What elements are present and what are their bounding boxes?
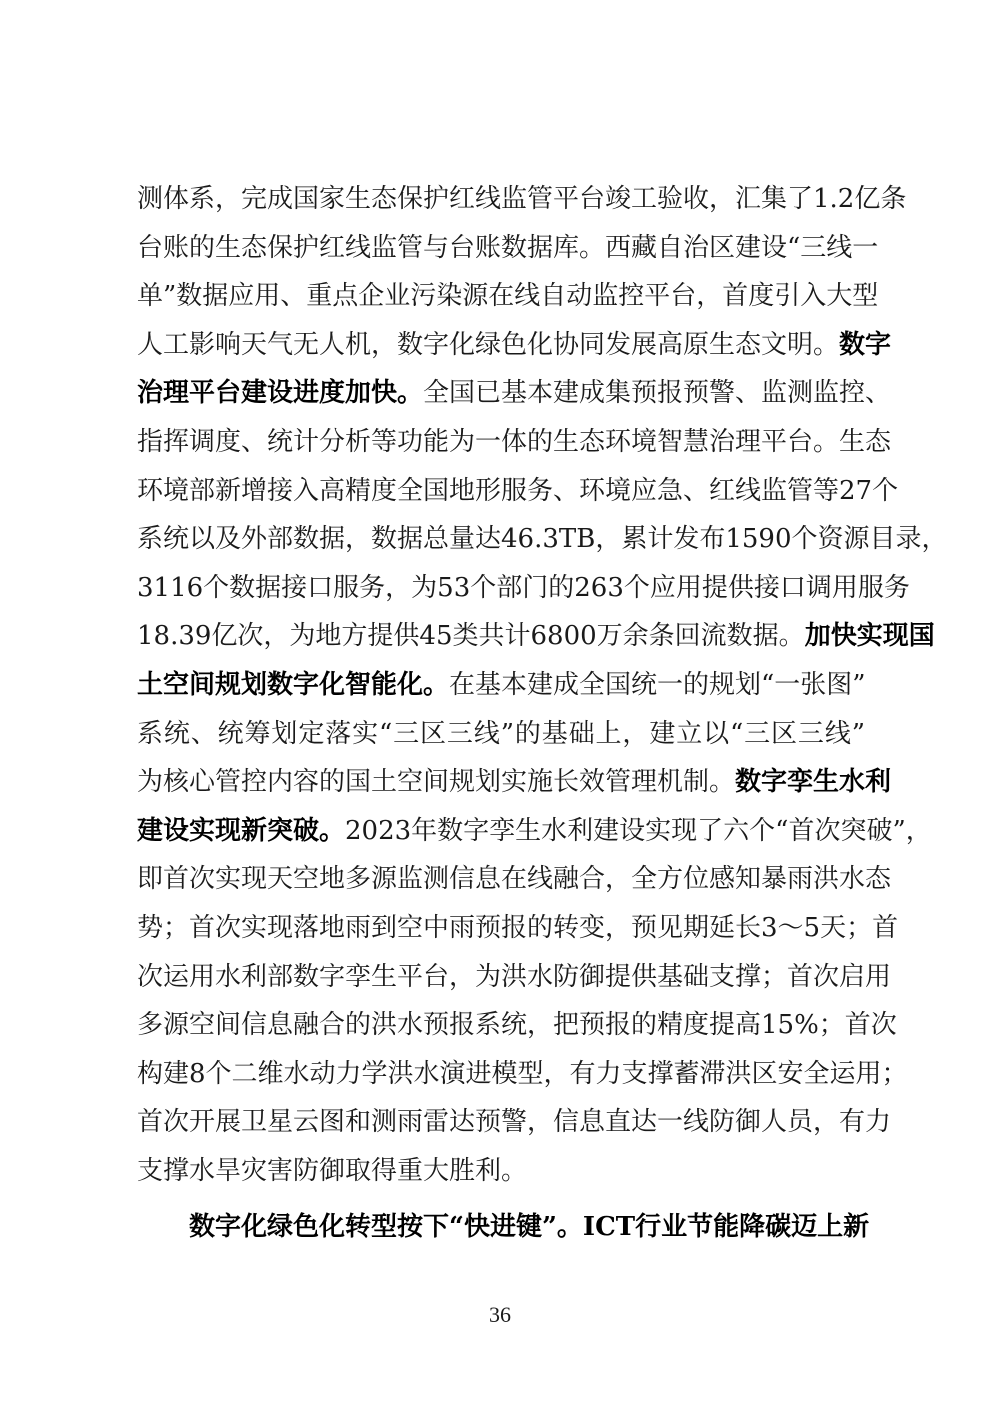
- text-line: 18.39亿次，为地方提供45类共计6800万余条回流数据。加快实现国: [137, 621, 935, 652]
- bold-heading: 建设实现新突破。: [137, 815, 346, 846]
- text-line: 建设实现新突破。2023年数字孪生水利建设实现了六个“首次突破”，: [137, 815, 932, 846]
- bold-heading: 数字孪生水利: [735, 767, 892, 798]
- body-text: [137, 175, 948, 1252]
- bold-heading: 土空间规划数字化智能化。: [137, 669, 450, 700]
- bold-heading: 加快实现国: [804, 621, 935, 652]
- text-line: 支撑水旱灾害防御取得重大胜利。: [137, 1155, 528, 1186]
- text-line: 指挥调度、统计分析等功能为一体的生态环境智慧治理平台。生态: [137, 426, 892, 457]
- text-line: 首次开展卫星云图和测雨雷达预警，信息直达一线防御人员，有力: [137, 1107, 892, 1138]
- text-line: 人工影响天气无人机，数字化绿色化协同发展高原生态文明。数字: [137, 329, 892, 360]
- text-line: 系统以及外部数据，数据总量达46.3TB，累计发布1590个资源目录，: [137, 524, 948, 555]
- section-heading-line: [137, 1203, 870, 1252]
- bold-heading: 治理平台建设进度加快。: [137, 378, 424, 409]
- text-line: 治理平台建设进度加快。全国已基本建成集预报预警、监测监控、: [137, 378, 892, 409]
- page-number: 36: [489, 1302, 511, 1327]
- text-line: 多源空间信息融合的洪水预报系统，把预报的精度提高15%；首次: [137, 1010, 897, 1041]
- text-line: 势；首次实现落地雨到空中雨预报的转变，预见期延长3～5天；首: [137, 912, 899, 943]
- text-line: 系统、统筹划定落实“三区三线”的基础上，建立以“三区三线”: [137, 718, 865, 749]
- text-line: 为核心管控内容的国土空间规划实施长效管理机制。数字孪生水利: [137, 767, 892, 798]
- text-line: 构建8个二维水动力学洪水演进模型，有力支撑蓄滞洪区安全运用；: [137, 1058, 908, 1089]
- text-line: 单”数据应用、重点企业污染源在线自动监控平台，首度引入大型: [137, 281, 879, 312]
- text-line: 测体系，完成国家生态保护红线监管平台竣工验收，汇集了1.2亿条: [137, 184, 907, 214]
- text-line: 即首次实现天空地多源监测信息在线融合，全方位感知暴雨洪水态: [137, 864, 892, 895]
- bold-heading: 数字化绿色化转型按下“快进键”。ICT行业节能降碳迈上新: [189, 1212, 870, 1243]
- text-line: 台账的生态保护红线监管与台账数据库。西藏自治区建设“三线一: [137, 232, 879, 263]
- bold-heading: 数字: [839, 329, 892, 360]
- text-line: 3116个数据接口服务，为53个部门的263个应用提供接口调用服务: [137, 572, 910, 603]
- text-line: 次运用水利部数字孪生平台，为洪水防御提供基础支撑；首次启用: [137, 961, 892, 992]
- text-line: 环境部新增接入高精度全国地形服务、环境应急、红线监管等27个: [137, 475, 899, 506]
- text-line: 土空间规划数字化智能化。在基本建成全国统一的规划“一张图”: [137, 669, 866, 700]
